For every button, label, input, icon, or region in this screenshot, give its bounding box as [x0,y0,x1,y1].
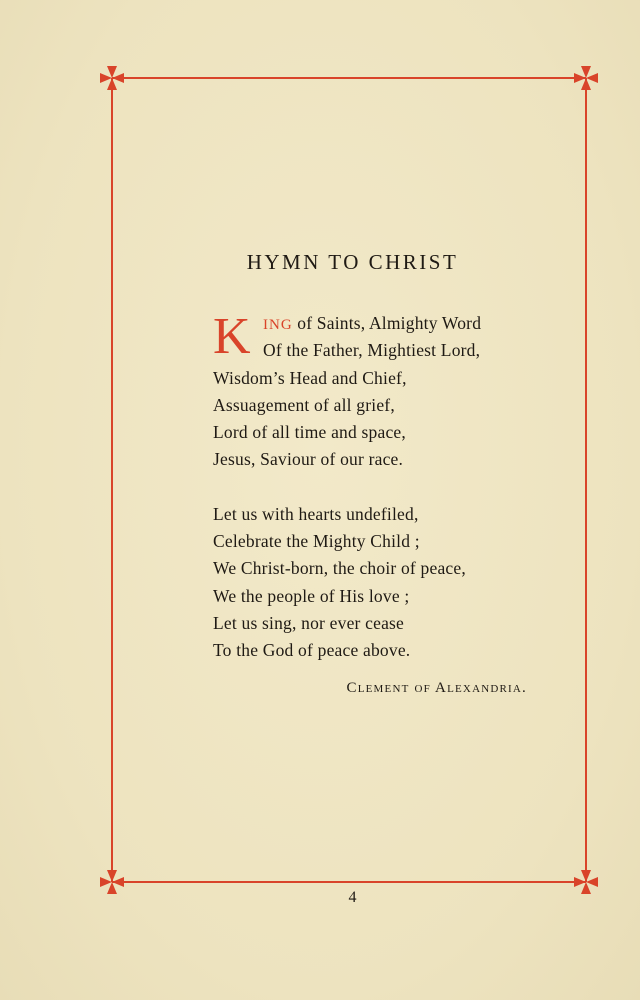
cross-ornament-icon [572,64,600,92]
first-word-rest: ING [263,317,293,333]
poem-line [213,310,481,337]
poem-line: We Christ-born, the choir of peace, [213,558,466,579]
poem-line: Let us with hearts undefiled, [213,503,419,524]
drop-cap: K [213,308,251,365]
poem-body [213,310,481,665]
border-top [112,77,586,79]
border-left [111,78,113,882]
border-bottom [112,881,586,883]
page-number: 4 [348,889,357,906]
border-right [585,78,587,882]
poem-line: We the people of His love ; [213,585,410,606]
poem-line: Wisdom’s Head and Chief, [213,367,407,388]
cross-ornament-icon [98,64,126,92]
poem-line: Jesus, Saviour of our race. [213,449,404,470]
poem-line: Of the Father, Mightiest Lord, [263,340,481,361]
poem-line: Celebrate the Mighty Child ; [213,531,420,552]
poem-line: Lord of all time and space, [213,422,406,443]
stanza-break [213,474,481,501]
poem-line: Assuagement of all grief, [213,394,395,415]
poem-title: HYMN TO CHRIST [246,250,459,274]
poem-line-text: of Saints, Almighty Word [297,313,482,333]
poem-line: Let us sing, nor ever cease [213,612,405,633]
poem-author: Clement of Alexandria. [346,680,527,696]
poem-line: To the God of peace above. [213,640,411,661]
